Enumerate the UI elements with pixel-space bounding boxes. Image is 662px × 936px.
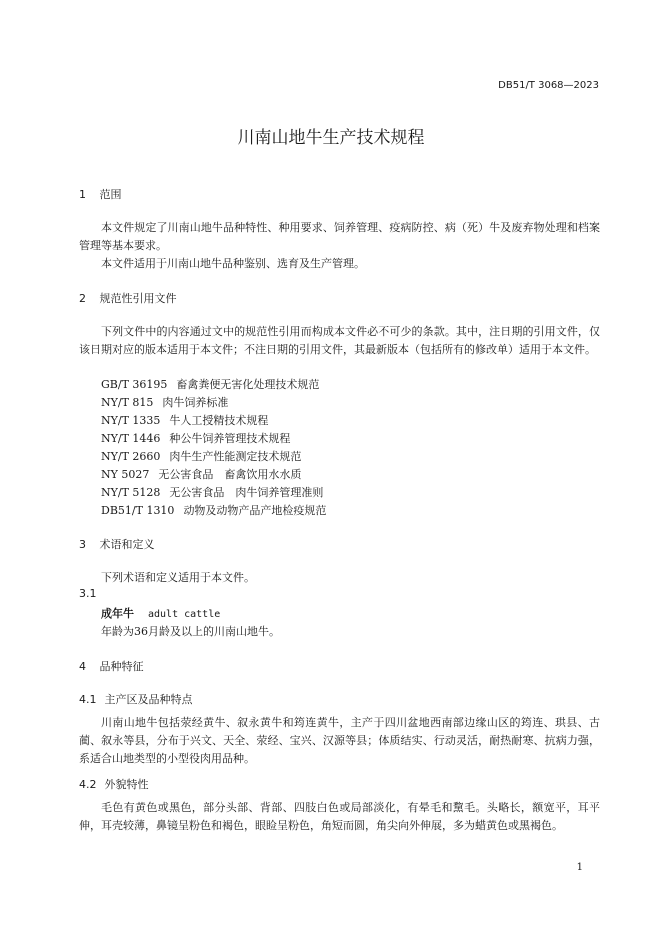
section-title: 品种特征 <box>99 660 144 673</box>
section-title: 主产区及品种特点 <box>104 693 193 706</box>
section-title: 外貌特性 <box>104 778 149 791</box>
section-3-heading <box>79 536 155 552</box>
appearance-paragraph <box>79 799 600 835</box>
section-number: 4.1 <box>79 693 97 706</box>
reference-item <box>101 466 301 482</box>
reference-code: NY/T 2660 <box>101 450 161 463</box>
reference-item <box>101 376 319 392</box>
section-title: 术语和定义 <box>99 538 155 551</box>
term-chinese: 成年牛 <box>101 607 134 620</box>
section-4-1-heading <box>79 691 193 707</box>
term-english: adult cattle <box>148 609 221 620</box>
scope-paragraph-1 <box>79 219 600 255</box>
reference-item <box>101 448 301 464</box>
page-title: 川南山地牛生产技术规程 <box>237 128 425 148</box>
terms-intro-text: 下列术语和定义适用于本文件。 <box>101 571 255 584</box>
section-number: 4 <box>79 660 86 673</box>
reference-item <box>101 484 323 500</box>
reference-name: 动物及动物产品产地检疫规范 <box>183 504 327 517</box>
scope-paragraph-2 <box>79 255 600 273</box>
reference-item <box>101 394 228 410</box>
reference-code: NY/T 1335 <box>101 414 161 427</box>
area-text: 川南山地牛包括荥经黄牛、叙永黄牛和筠连黄牛，主产于四川盆地西南部边缘山区的筠连、珙县、古蔺、叙永等县，分布于兴文、天全、荥经、宝兴、汉源等县；体质结实、行动灵活，耐热耐寒、抗病力强，系适合山地类型的小型役肉用品种。 <box>79 716 600 765</box>
reference-item <box>101 502 326 518</box>
reference-name: 无公害食品 肉牛饲养管理准则 <box>169 486 324 499</box>
scope-text-2: 本文件适用于川南山地牛品种鉴别、选育及生产管理。 <box>101 257 365 270</box>
reference-code: NY 5027 <box>101 468 150 481</box>
section-2-heading <box>79 290 177 306</box>
reference-code: NY/T 815 <box>101 396 154 409</box>
section-number: 3 <box>79 538 86 551</box>
section-number: 4.2 <box>79 778 97 791</box>
reference-code: GB/T 36195 <box>101 378 168 391</box>
reference-item <box>101 412 268 428</box>
references-intro <box>79 323 600 359</box>
reference-name: 牛人工授精技术规程 <box>169 414 269 427</box>
reference-item <box>101 430 290 446</box>
terms-intro <box>79 569 600 587</box>
section-number: 2 <box>79 292 86 305</box>
section-title: 范围 <box>99 188 122 201</box>
reference-name: 种公牛饲养管理技术规程 <box>169 432 291 445</box>
page-number: 1 <box>576 862 583 873</box>
area-paragraph <box>79 714 600 768</box>
reference-name: 肉牛生产性能测定技术规范 <box>169 450 302 463</box>
section-1-heading <box>79 186 122 202</box>
reference-code: DB51/T 1310 <box>101 504 175 517</box>
scope-text-1: 本文件规定了川南山地牛品种特性、种用要求、饲养管理、疫病防控、病（死）牛及废弃物处理和档案管理等基本要求。 <box>79 221 600 252</box>
term-entry <box>101 605 220 621</box>
reference-name: 畜禽粪便无害化处理技术规范 <box>176 378 320 391</box>
document-id: DB51/T 3068—2023 <box>498 80 599 91</box>
section-title: 规范性引用文件 <box>99 292 177 305</box>
term-number: 3.1 <box>79 587 97 600</box>
references-intro-text: 下列文件中的内容通过文中的规范性引用而构成本文件必不可少的条款。其中，注日期的引用文件，仅该日期对应的版本适用于本文件；不注日期的引用文件，其最新版本（包括所有的修改单）适用于本文件。 <box>79 325 600 356</box>
section-4-2-heading <box>79 776 149 792</box>
section-4-heading <box>79 658 144 674</box>
term-definition: 年龄为36月龄及以上的川南山地牛。 <box>101 625 280 638</box>
appearance-text: 毛色有黄色或黑色，部分头部、背部、四肢白色或局部淡化，有晕毛和黧毛。头略长，额宽平，耳平伸，耳壳较薄，鼻镜呈粉色和褐色，眼睑呈粉色，角短而圆，角尖向外伸展，多为蜡黄色或黑褐色。 <box>79 801 600 832</box>
reference-code: NY/T 5128 <box>101 486 161 499</box>
reference-name: 无公害食品 畜禽饮用水水质 <box>158 468 302 481</box>
reference-name: 肉牛饲养标准 <box>162 396 229 409</box>
section-number: 1 <box>79 188 86 201</box>
reference-code: NY/T 1446 <box>101 432 161 445</box>
